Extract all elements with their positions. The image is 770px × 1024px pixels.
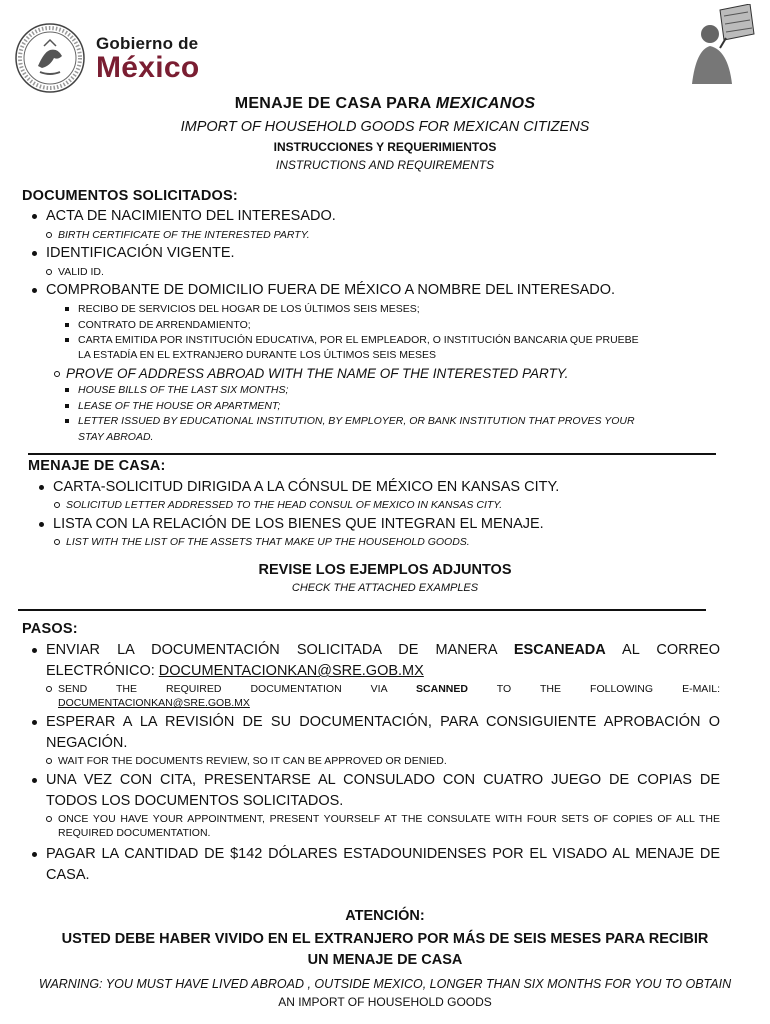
- menaje-heading: MENAJE DE CASA:: [28, 458, 166, 474]
- list-subitem: LA ESTADÍA EN EL EXTRANJERO DURANTE LOS ÚLTIMOS SEIS MESES: [78, 349, 437, 361]
- warning-line-2: AN IMPORT OF HOUSEHOLD GOODS: [278, 995, 492, 1009]
- divider: [28, 453, 716, 455]
- list-subitem: CONTRATO DE ARRENDAMIENTO;: [78, 319, 251, 331]
- instructions-heading: INSTRUCCIONES Y REQUERIMIENTOS: [273, 140, 497, 154]
- gov-line-1: Gobierno de: [96, 34, 199, 53]
- step-2: ESPERAR A LA REVISIÓN DE SU DOCUMENTACIÓN, PARA CONSIGUIENTE APROBACIÓN O NEGACIÓN.: [46, 712, 720, 754]
- flag-woman-emblem-icon: [680, 4, 756, 84]
- government-logo-text: [96, 35, 200, 83]
- divider: [18, 609, 706, 611]
- list-item: ACTA DE NACIMIENTO DEL INTERESADO.: [46, 208, 336, 224]
- atencion-line-2: UN MENAJE DE CASA: [307, 952, 463, 968]
- documentos-heading: DOCUMENTOS SOLICITADOS:: [22, 188, 238, 204]
- email-link-en[interactable]: DOCUMENTACIONKAN@SRE.GOB.MX: [58, 697, 250, 709]
- email-link[interactable]: DOCUMENTACIONKAN@SRE.GOB.MX: [158, 663, 424, 679]
- list-subitem: CARTA EMITIDA POR INSTITUCIÓN EDUCATIVA, POR EL EMPLEADOR, O INSTITUCIÓN BANCARIA QUE PRUEBE: [78, 334, 639, 346]
- revise-examples-en: CHECK THE ATTACHED EXAMPLES: [291, 582, 479, 594]
- step-4: PAGAR LA CANTIDAD DE $142 DÓLARES ESTADOUNIDENSES POR EL VISADO AL MENAJE DE CASA.: [46, 844, 720, 886]
- step-2-en: WAIT FOR THE DOCUMENTS REVIEW, SO IT CAN BE APPROVED OR DENIED.: [58, 754, 720, 768]
- subtitle: IMPORT OF HOUSEHOLD GOODS FOR MEXICAN CITIZENS: [180, 119, 590, 135]
- list-subitem: LETTER ISSUED BY EDUCATIONAL INSTITUTION, BY EMPLOYER, OR BANK INSTITUTION THAT PROVES YOUR: [78, 415, 635, 427]
- instructions-heading-en: INSTRUCTIONS AND REQUIREMENTS: [275, 158, 495, 172]
- main-title: MENAJE DE CASA PARA MEXICANOS: [234, 95, 536, 112]
- atencion-line-1: USTED DEBE HABER VIVIDO EN EL EXTRANJERO POR MÁS DE SEIS MESES PARA RECIBIR: [61, 931, 709, 947]
- list-subitem: LIST WITH THE LIST OF THE ASSETS THAT MAKE UP THE HOUSEHOLD GOODS.: [66, 536, 470, 548]
- revise-examples: REVISE LOS EJEMPLOS ADJUNTOS: [258, 562, 512, 578]
- header: [14, 22, 756, 92]
- list-item: CARTA-SOLICITUD DIRIGIDA A LA CÓNSUL DE MÉXICO EN KANSAS CITY.: [53, 479, 559, 495]
- mexico-seal-icon: [14, 22, 86, 94]
- step-3: UNA VEZ CON CITA, PRESENTARSE AL CONSULADO CON CUATRO JUEGO DE COPIAS DE TODOS LOS DOCUMENTOS SOLICITADOS.: [46, 770, 720, 812]
- atencion-heading: ATENCIÓN:: [345, 908, 425, 924]
- list-item: IDENTIFICACIÓN VIGENTE.: [46, 245, 235, 261]
- step-1-en-email: [58, 696, 720, 710]
- list-subitem: RECIBO DE SERVICIOS DEL HOGAR DE LOS ÚLTIMOS SEIS MESES;: [78, 303, 420, 315]
- step-1-en: SEND THE REQUIRED DOCUMENTATION VIA SCANNED TO THE FOLLOWING E-MAIL:: [58, 682, 720, 696]
- list-subitem: SOLICITUD LETTER ADDRESSED TO THE HEAD CONSUL OF MEXICO IN KANSAS CITY.: [66, 499, 502, 511]
- step-1: ENVIAR LA DOCUMENTACIÓN SOLICITADA DE MANERA ESCANEADA AL CORREO ELECTRÓNICO: DOCUMENTACIONKAN@SRE.GOB.MX: [46, 640, 720, 682]
- list-subitem: HOUSE BILLS OF THE LAST SIX MONTHS;: [78, 384, 288, 396]
- list-subitem: STAY ABROAD.: [78, 431, 154, 443]
- list-item: LISTA CON LA RELACIÓN DE LOS BIENES QUE INTEGRAN EL MENAJE.: [53, 516, 544, 532]
- list-subitem: LEASE OF THE HOUSE OR APARTMENT;: [78, 400, 280, 412]
- list-item: COMPROBANTE DE DOMICILIO FUERA DE MÉXICO A NOMBRE DEL INTERESADO.: [46, 282, 615, 298]
- list-subitem: PROVE OF ADDRESS ABROAD WITH THE NAME OF THE INTERESTED PARTY.: [66, 366, 568, 381]
- pasos-heading: PASOS:: [22, 621, 78, 637]
- step-3-en: ONCE YOU HAVE YOUR APPOINTMENT, PRESENT YOURSELF AT THE CONSULATE WITH FOUR SETS OF COPIES OF ALL THE REQUIRED DOCUMENTATION.: [58, 812, 720, 840]
- gov-line-2: México: [96, 51, 200, 84]
- list-subitem: BIRTH CERTIFICATE OF THE INTERESTED PARTY.: [58, 229, 310, 241]
- warning-line-1: WARNING: YOU MUST HAVE LIVED ABROAD , OUTSIDE MEXICO, LONGER THAN SIX MONTHS FOR YOU TO OBTAIN: [38, 977, 732, 991]
- list-subitem: VALID ID.: [58, 266, 104, 278]
